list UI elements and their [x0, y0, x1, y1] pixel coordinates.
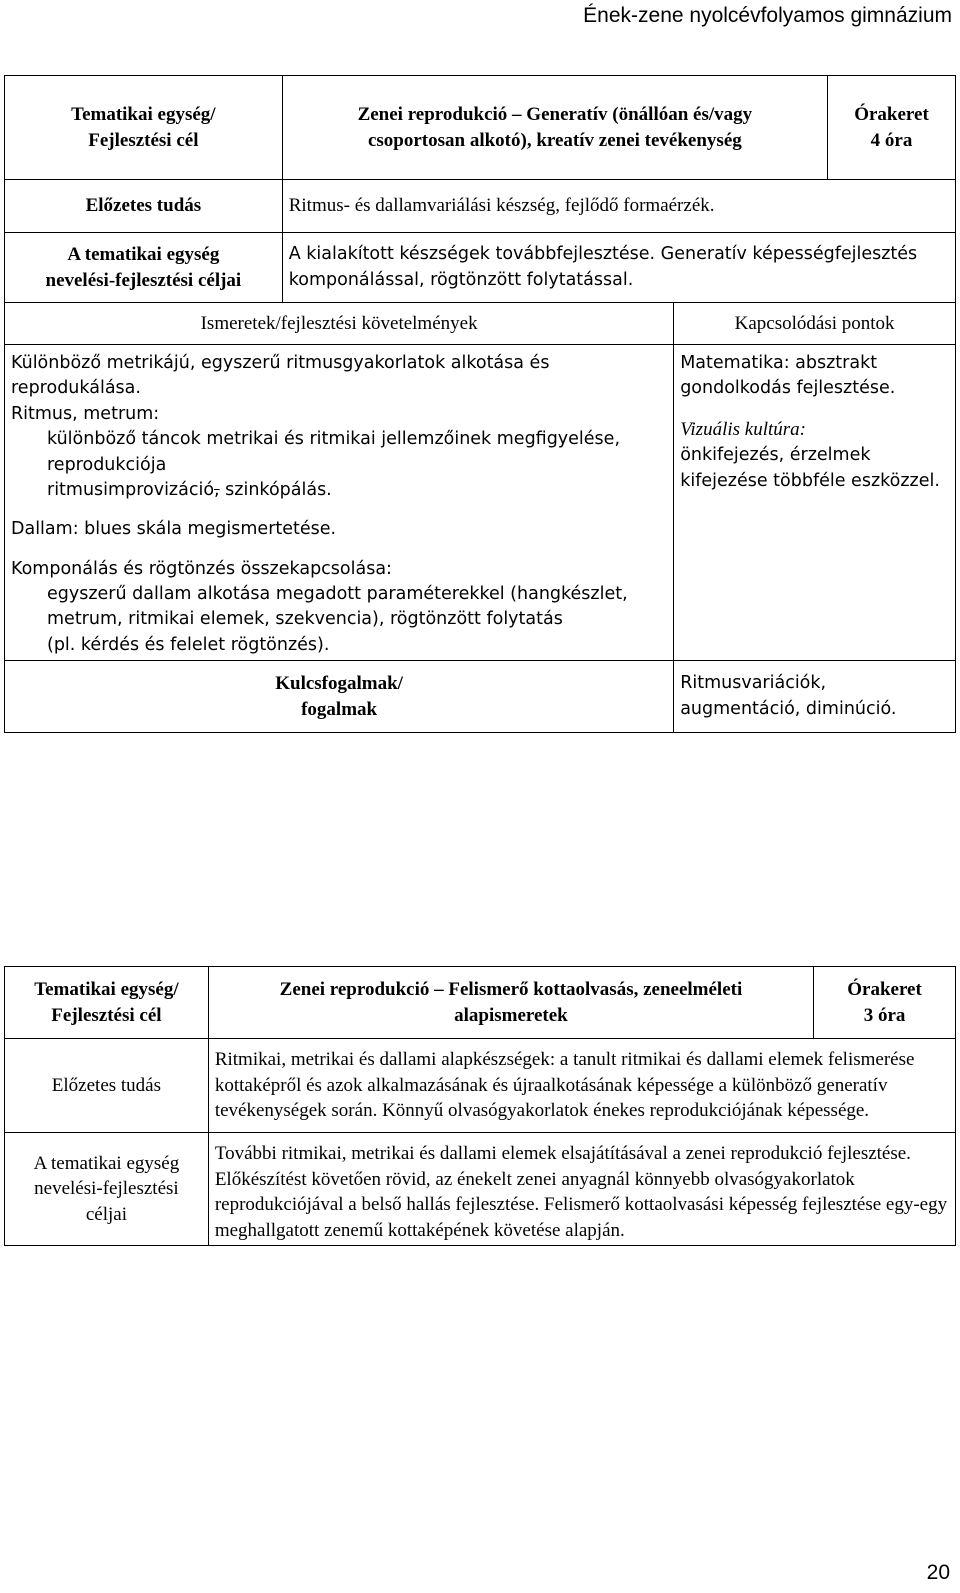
- unit1-hours: Órakeret 4 óra: [828, 76, 956, 180]
- unit1-links-header: Kapcsolódási pontok: [674, 303, 956, 345]
- page-number: 20: [926, 1561, 950, 1584]
- unit1-goals-label: A tematikai egység nevelési-fejlesztési céljai: [5, 233, 283, 303]
- unit2-goals-label: A tematikai egység nevelési-fejlesztési céljai: [5, 1132, 209, 1246]
- unit1-topic-label: Tematikai egység/ Fejlesztési cél: [5, 76, 283, 180]
- unit2-hours: Órakeret 3 óra: [814, 967, 956, 1039]
- unit1-key-label: Kulcsfogalmak/ fogalmak: [5, 661, 674, 733]
- unit1-goals-text: A kialakított készségek továbbfejlesztése. Generatív képességfejlesztés komponálással, rögtönzött folytatással.: [282, 233, 955, 303]
- unit1-topic-title: Zenei reprodukció – Generatív (önállóan és/vagy csoportosan alkotó), kreatív zenei tevékenység: [282, 76, 827, 180]
- unit1-table: [4, 75, 956, 733]
- page-header-title: Ének-zene nyolcévfolyamos gimnázium: [583, 4, 952, 27]
- unit1-key-text: Ritmusvariációk, augmentáció, diminúció.: [674, 661, 956, 733]
- unit1-prior-label: Előzetes tudás: [5, 180, 283, 233]
- unit2-prior-text: Ritmikai, metrikai és dallami alapkészségek: a tanult ritmikai és dallami elemek felismerése kottaképről és azok alkalmazásának és újraalkotásának képessége a különböző generatív tevékenységek során. Könnyű olvasógyakorlatok énekes reprodukciójának képessége.: [208, 1039, 955, 1133]
- unit2-goals-text: További ritmikai, metrikai és dallami elemek elsajátításával a zenei reprodukció fejlesztése. Előkészítést követően rövid, az énekelt zenei anyagnál könnyebb olvasógyakorlatok reprodukciójával a belső hallás fejlesztése. Felismerő kottaolvasási képesség fejlesztése egy-egy meghallgatott zenemű kottaképének követése alapján.: [208, 1132, 955, 1246]
- unit1-prior-text: Ritmus- és dallamvariálási készség, fejlődő formaérzék.: [282, 180, 955, 233]
- unit1-requirements: Különböző metrikájú, egyszerű ritmusgyakorlatok alkotása és reprodukálása. Ritmus, metrum: különböző táncok metrikai és ritmikai jellemzőinek megfigyelése, reprodukciója ritmusimprovizáció, szinkópálás. Dallam: blues skála megismertetése. Komponálás és rögtönzés összekapcsolása: egyszerű dallam alkotása megadott paraméterekkel (hangkészlet, metrum, ritmikai elemek, szekvencia), rögtönzött folytatás (pl. kérdés és felelet rögtönzés).: [5, 345, 674, 661]
- unit1-req-header: Ismeretek/fejlesztési követelmények: [5, 303, 674, 345]
- unit1-links: Matematika: absztrakt gondolkodás fejlesztése. Vizuális kultúra: önkifejezés, érzelmek kifejezése többféle eszközzel.: [674, 345, 956, 661]
- unit2-prior-label: Előzetes tudás: [5, 1039, 209, 1133]
- unit2-topic-title: Zenei reprodukció – Felismerő kottaolvasás, zeneelméleti alapismeretek: [208, 967, 813, 1039]
- unit2-table: [4, 966, 956, 1246]
- unit2-topic-label: Tematikai egység/ Fejlesztési cél: [5, 967, 209, 1039]
